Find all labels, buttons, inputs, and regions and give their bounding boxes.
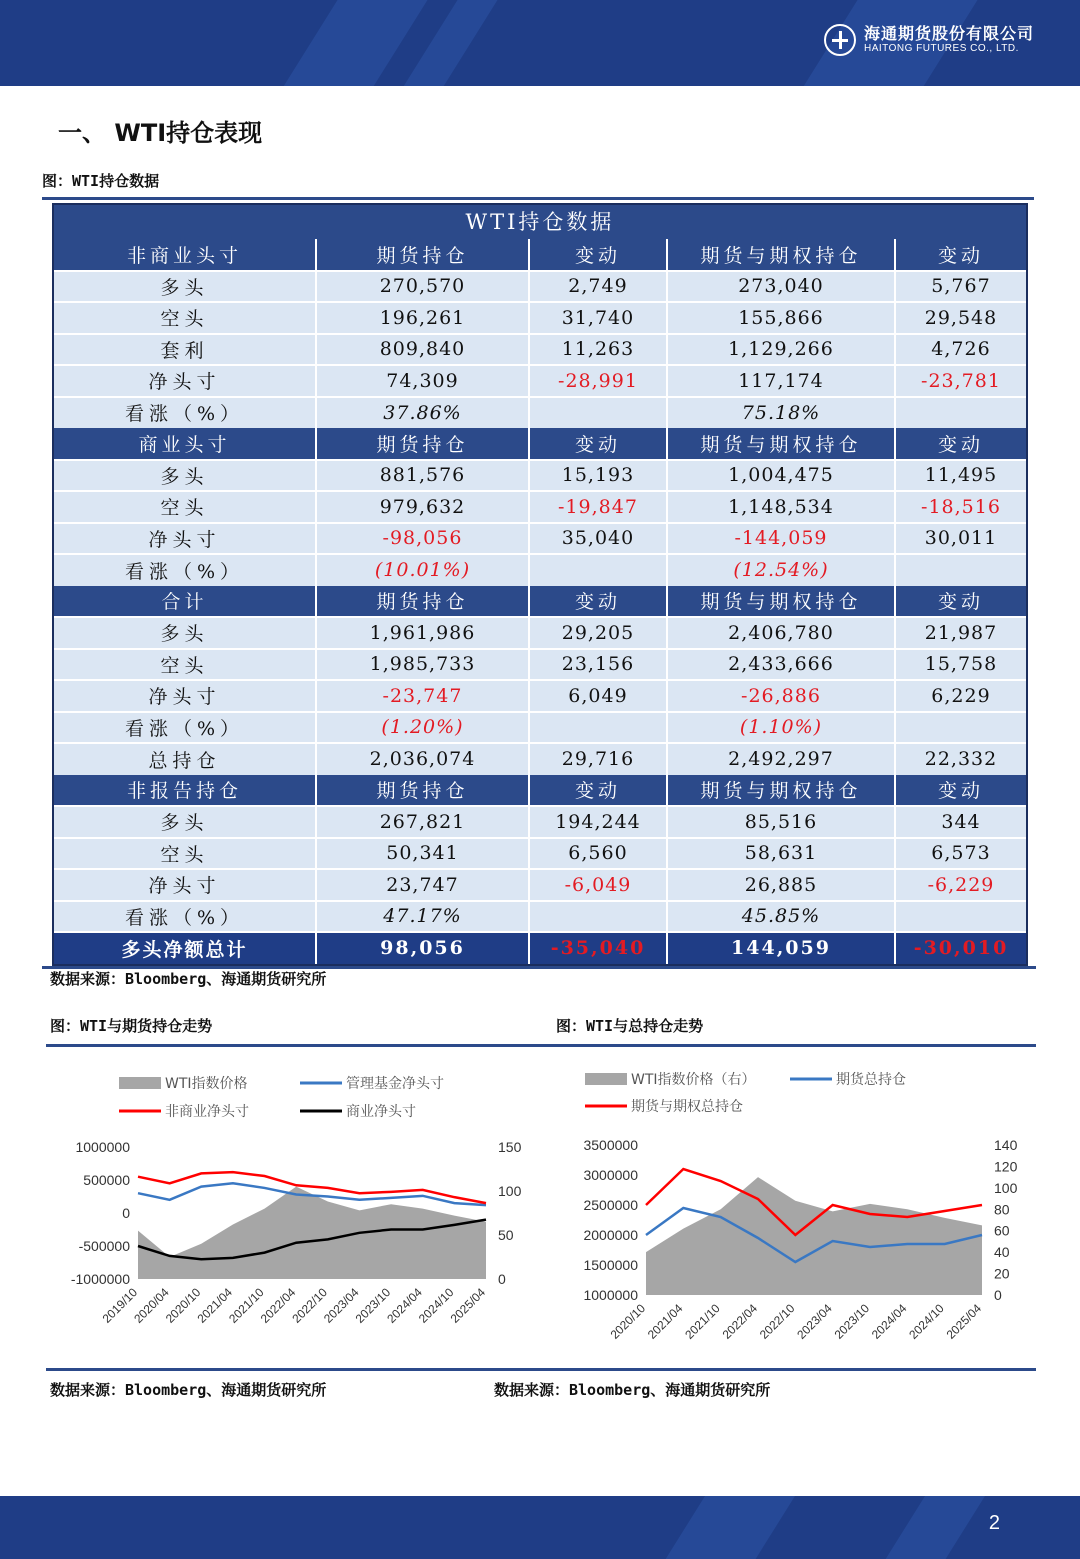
table-cell: -98,056 <box>316 523 529 555</box>
row-label: 多头 <box>54 271 316 303</box>
table-cell: 1,148,534 <box>667 491 895 523</box>
header-bar <box>0 0 1080 86</box>
table-body <box>54 239 1026 964</box>
table-cell: 期货持仓 <box>316 239 529 271</box>
row-label: 空头 <box>54 491 316 523</box>
table-cell: 26,885 <box>667 869 895 901</box>
table-cell <box>529 554 667 586</box>
table-cell: 270,570 <box>316 271 529 303</box>
table-cell <box>529 901 667 933</box>
row-label: 净头寸 <box>54 869 316 901</box>
y-right-tick: 0 <box>498 1271 506 1287</box>
table-cell: 979,632 <box>316 491 529 523</box>
y-left-tick: -1000000 <box>70 1271 130 1287</box>
legend-label: WTI指数价格（右） <box>631 1072 756 1088</box>
table-row <box>54 680 1026 712</box>
table-row <box>54 523 1026 555</box>
legend-swatch <box>585 1073 627 1085</box>
table-cell: 期货与期权持仓 <box>667 239 895 271</box>
table-cell: 117,174 <box>667 365 895 397</box>
x-tick: 2023/10 <box>352 1285 394 1326</box>
table-cell: 6,229 <box>895 680 1026 712</box>
table-cell: 期货持仓 <box>316 775 529 807</box>
legend-swatch <box>119 1077 161 1089</box>
table-cell: 85,516 <box>667 806 895 838</box>
legend-label: 非商业净头寸 <box>165 1104 249 1120</box>
logo-icon <box>824 24 856 56</box>
table-row <box>54 397 1026 429</box>
row-label: 空头 <box>54 649 316 681</box>
section-title: 一、 WTI持仓表现 <box>58 119 263 147</box>
y-left-tick: 2000000 <box>583 1227 638 1243</box>
y-left-tick: 3500000 <box>583 1137 638 1153</box>
table-cell <box>529 397 667 429</box>
table-total-row <box>54 932 1026 964</box>
chart2-title: 图：WTI与总持仓走势 <box>556 1017 704 1035</box>
table-cell <box>895 397 1026 429</box>
logo-en: HAITONG FUTURES CO., LTD. <box>863 43 1019 54</box>
table-cell: 15,758 <box>895 649 1026 681</box>
table-cell: 809,840 <box>316 334 529 366</box>
table-cell: 变动 <box>529 586 667 618</box>
y-left-tick: 1000000 <box>75 1139 130 1155</box>
table-cell: 2,433,666 <box>667 649 895 681</box>
table-cell <box>895 712 1026 744</box>
row-label: 看涨（%） <box>54 554 316 586</box>
row-label: 多头 <box>54 806 316 838</box>
table-cell: 变动 <box>895 586 1026 618</box>
table-cell: 4,726 <box>895 334 1026 366</box>
row-label: 看涨（%） <box>54 397 316 429</box>
divider <box>46 1368 1036 1371</box>
table-cell: (10.01%) <box>316 554 529 586</box>
chart2-source: 数据来源：Bloomberg、海通期货研究所 <box>494 1381 771 1399</box>
table-cell: 45.85% <box>667 901 895 933</box>
x-tick: 2024/10 <box>415 1285 457 1326</box>
y-right-tick: 80 <box>994 1201 1010 1218</box>
series-area-WTI指数价格 <box>138 1187 486 1279</box>
table-cell: 6,560 <box>529 838 667 870</box>
table-row <box>54 743 1026 775</box>
table-cell: 2,492,297 <box>667 743 895 775</box>
table-row <box>54 554 1026 586</box>
table-cell: -6,049 <box>529 869 667 901</box>
x-tick: 2020/04 <box>131 1285 172 1326</box>
table-cell: 29,716 <box>529 743 667 775</box>
row-label: 合计 <box>54 586 316 618</box>
table-cell: 2,406,780 <box>667 617 895 649</box>
table-cell: -23,781 <box>895 365 1026 397</box>
table-cell: 6,573 <box>895 838 1026 870</box>
x-tick: 2022/10 <box>756 1301 798 1342</box>
table-cell: 2,749 <box>529 271 667 303</box>
footer-bar <box>0 1496 1080 1559</box>
table-cell: (1.10%) <box>667 712 895 744</box>
x-tick: 2021/04 <box>644 1301 686 1342</box>
y-right-tick: 20 <box>994 1265 1010 1282</box>
table-cell: 194,244 <box>529 806 667 838</box>
table-cell: 期货持仓 <box>316 428 529 460</box>
divider <box>46 1044 1036 1047</box>
table-cell: -30,010 <box>895 932 1026 964</box>
table-cell: -6,229 <box>895 869 1026 901</box>
divider <box>42 197 1034 200</box>
table-cell: -19,847 <box>529 491 667 523</box>
x-tick: 2025/04 <box>943 1301 985 1342</box>
table-cell: -144,059 <box>667 523 895 555</box>
table-cell: 变动 <box>529 239 667 271</box>
y-left-tick: -500000 <box>78 1238 130 1254</box>
x-tick: 2024/10 <box>906 1301 947 1342</box>
x-tick: 2019/10 <box>99 1285 141 1326</box>
table-cell: -18,516 <box>895 491 1026 523</box>
row-label: 总持仓 <box>54 743 316 775</box>
table-cell: (12.54%) <box>667 554 895 586</box>
legend-label: 期货与期权总持仓 <box>631 1099 743 1115</box>
table-cell: 变动 <box>529 775 667 807</box>
row-label: 空头 <box>54 302 316 334</box>
table-section-header <box>54 775 1026 807</box>
y-right-tick: 60 <box>994 1222 1010 1239</box>
table-cell: 75.18% <box>667 397 895 429</box>
x-tick: 2021/10 <box>226 1285 267 1326</box>
table-cell <box>895 554 1026 586</box>
legend-label: 管理基金净头寸 <box>346 1076 444 1092</box>
y-left-tick: 500000 <box>83 1172 130 1188</box>
table-cell: 期货与期权持仓 <box>667 775 895 807</box>
table-cell: -23,747 <box>316 680 529 712</box>
x-tick: 2021/10 <box>682 1301 723 1342</box>
table-row <box>54 271 1026 303</box>
chart-wti-futures-positions <box>46 1050 546 1350</box>
y-left-tick: 3000000 <box>583 1167 638 1183</box>
row-label: 看涨（%） <box>54 901 316 933</box>
table-row <box>54 617 1026 649</box>
table-cell: 1,004,475 <box>667 460 895 492</box>
chart1-title: 图：WTI与期货持仓走势 <box>50 1017 213 1035</box>
table-cell: 144,059 <box>667 932 895 964</box>
table-cell: 23,747 <box>316 869 529 901</box>
row-label: 多头 <box>54 460 316 492</box>
x-tick: 2022/04 <box>719 1301 761 1342</box>
table-cell: 2,036,074 <box>316 743 529 775</box>
table-section-header <box>54 586 1026 618</box>
table-cell: 37.86% <box>316 397 529 429</box>
chart-wti-total-positions <box>550 1050 1040 1370</box>
table-cell: 1,961,986 <box>316 617 529 649</box>
chart1-source: 数据来源：Bloomberg、海通期货研究所 <box>50 1381 327 1399</box>
x-tick: 2023/10 <box>831 1301 873 1342</box>
series-area-WTI指数价格（右） <box>646 1177 982 1295</box>
table-cell: 30,011 <box>895 523 1026 555</box>
table-cell: 11,263 <box>529 334 667 366</box>
table-cell: 267,821 <box>316 806 529 838</box>
company-logo <box>824 24 1034 56</box>
table-cell: 1,129,266 <box>667 334 895 366</box>
table-row <box>54 901 1026 933</box>
table-cell: 35,040 <box>529 523 667 555</box>
row-label: 套利 <box>54 334 316 366</box>
row-label: 多头 <box>54 617 316 649</box>
table-cell: 期货与期权持仓 <box>667 428 895 460</box>
row-label: 净头寸 <box>54 365 316 397</box>
table-cell: 31,740 <box>529 302 667 334</box>
legend-label: 商业净头寸 <box>346 1104 416 1120</box>
row-label: 非报告持仓 <box>54 775 316 807</box>
y-right-tick: 100 <box>498 1183 522 1199</box>
legend-label: 期货总持仓 <box>836 1072 906 1088</box>
y-left-tick: 0 <box>122 1205 130 1221</box>
x-tick: 2024/04 <box>868 1301 910 1342</box>
x-tick: 2023/04 <box>320 1285 362 1326</box>
row-label: 净头寸 <box>54 523 316 555</box>
table-cell: 期货与期权持仓 <box>667 586 895 618</box>
page-number: 2 <box>988 1512 1000 1534</box>
row-label: 非商业头寸 <box>54 239 316 271</box>
y-right-tick: 140 <box>994 1137 1018 1153</box>
table-section-header <box>54 239 1026 271</box>
y-left-tick: 2500000 <box>583 1197 638 1213</box>
table-cell: 881,576 <box>316 460 529 492</box>
table-cell: 196,261 <box>316 302 529 334</box>
figure1-title: 图：WTI持仓数据 <box>42 172 160 190</box>
y-right-tick: 50 <box>498 1227 514 1243</box>
x-tick: 2022/04 <box>257 1285 299 1326</box>
y-right-tick: 120 <box>994 1158 1018 1175</box>
y-right-tick: 100 <box>994 1179 1018 1196</box>
y-left-tick: 1000000 <box>583 1287 638 1303</box>
table-row <box>54 838 1026 870</box>
table-row <box>54 365 1026 397</box>
y-right-tick: 40 <box>994 1244 1010 1261</box>
table-cell: 47.17% <box>316 901 529 933</box>
table-row <box>54 712 1026 744</box>
table-cell: 29,205 <box>529 617 667 649</box>
table-cell <box>529 712 667 744</box>
positions-table <box>52 203 1028 966</box>
x-tick: 2021/04 <box>194 1285 236 1326</box>
table-cell: 21,987 <box>895 617 1026 649</box>
table-row <box>54 334 1026 366</box>
row-label: 空头 <box>54 838 316 870</box>
table-cell: 变动 <box>895 775 1026 807</box>
table-cell: 变动 <box>895 239 1026 271</box>
table-title: WTI持仓数据 <box>54 205 1026 239</box>
logo-cn: 海通期货股份有限公司 <box>863 24 1034 43</box>
row-label: 净头寸 <box>54 680 316 712</box>
y-right-tick: 150 <box>498 1139 522 1155</box>
table-cell: 273,040 <box>667 271 895 303</box>
x-tick: 2020/10 <box>162 1285 204 1326</box>
table-cell: 50,341 <box>316 838 529 870</box>
x-tick: 2023/04 <box>794 1301 835 1342</box>
table-cell: 22,332 <box>895 743 1026 775</box>
x-tick: 2020/10 <box>607 1301 649 1342</box>
table-cell: -26,886 <box>667 680 895 712</box>
x-tick: 2025/04 <box>447 1285 489 1326</box>
table-cell: 15,193 <box>529 460 667 492</box>
table-cell: 58,631 <box>667 838 895 870</box>
table-row <box>54 491 1026 523</box>
table-row <box>54 869 1026 901</box>
table-cell: 11,495 <box>895 460 1026 492</box>
x-tick: 2024/04 <box>384 1285 425 1326</box>
figure1-source: 数据来源：Bloomberg、海通期货研究所 <box>50 970 327 988</box>
y-left-tick: 1500000 <box>583 1257 638 1273</box>
table-cell: 98,056 <box>316 932 529 964</box>
table-cell: 74,309 <box>316 365 529 397</box>
table-cell: 155,866 <box>667 302 895 334</box>
table-cell: -35,040 <box>529 932 667 964</box>
table-cell: 344 <box>895 806 1026 838</box>
row-label: 商业头寸 <box>54 428 316 460</box>
table-cell: 1,985,733 <box>316 649 529 681</box>
table-cell: 5,767 <box>895 271 1026 303</box>
table-section-header <box>54 428 1026 460</box>
table-row <box>54 649 1026 681</box>
table-row <box>54 806 1026 838</box>
table-cell: -28,991 <box>529 365 667 397</box>
table-cell: 29,548 <box>895 302 1026 334</box>
table-cell: 6,049 <box>529 680 667 712</box>
table-cell: 期货持仓 <box>316 586 529 618</box>
table-cell: 变动 <box>529 428 667 460</box>
table-row <box>54 302 1026 334</box>
table-cell <box>895 901 1026 933</box>
row-label: 看涨（%） <box>54 712 316 744</box>
table-row <box>54 460 1026 492</box>
legend-label: WTI指数价格 <box>165 1076 248 1092</box>
x-tick: 2022/10 <box>289 1285 330 1326</box>
table-cell: (1.20%) <box>316 712 529 744</box>
table-cell: 23,156 <box>529 649 667 681</box>
row-label: 多头净额总计 <box>54 932 316 964</box>
table-cell: 变动 <box>895 428 1026 460</box>
y-right-tick: 0 <box>994 1287 1002 1303</box>
